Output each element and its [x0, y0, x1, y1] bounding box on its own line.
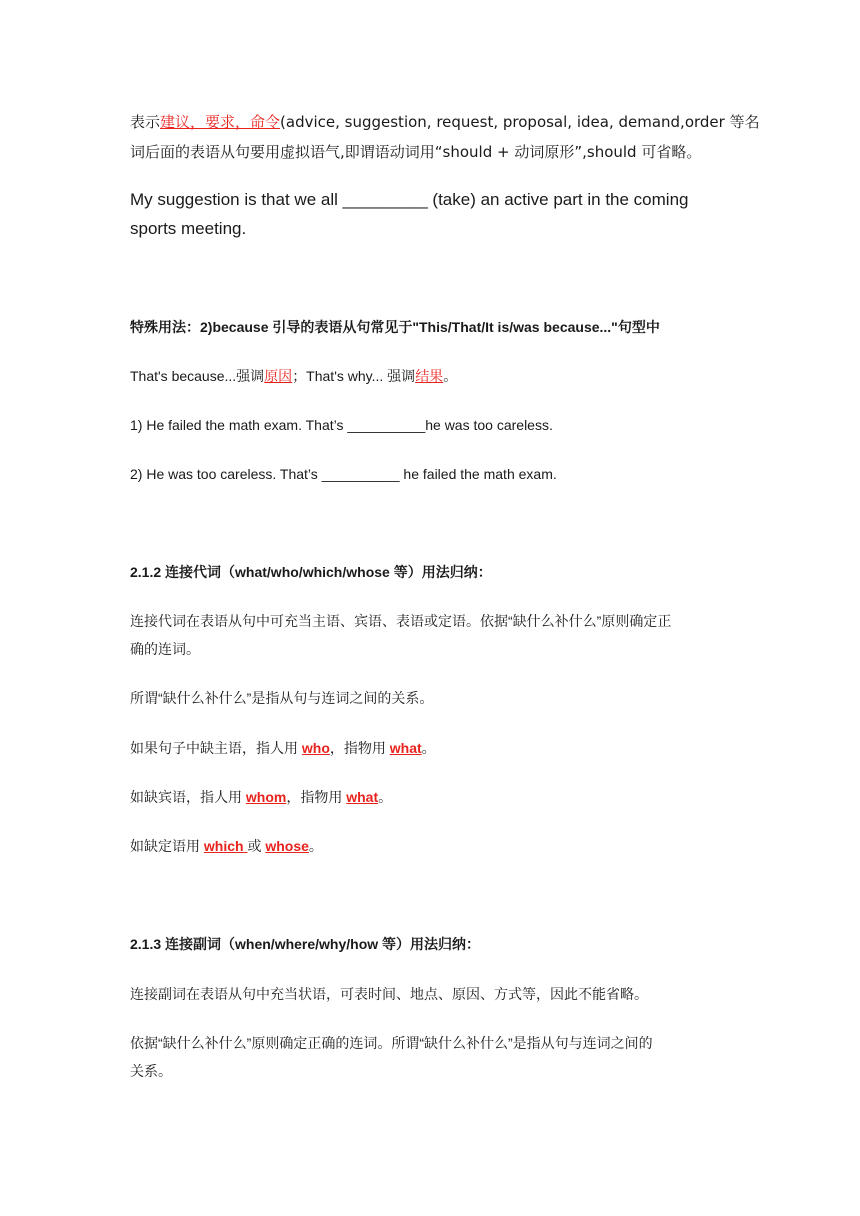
section-212-para-2: 所谓“缺什么补什么”是指从句与连词之间的关系。: [130, 690, 434, 706]
keyword: what: [346, 789, 379, 805]
intro-line-2: 词后面的表语从句要用虚拟语气,即谓语动词用“should + 动词原形”,should 可省略。: [130, 143, 702, 161]
section-212-para-1-line-2: 确的连词。: [130, 641, 200, 657]
para-text: 或: [247, 838, 266, 854]
section-212-para-3: [130, 736, 732, 760]
highlight-text: 结果: [415, 368, 444, 384]
section-212-para-1-line-1: 连接代词在表语从句中可充当主语、宾语、表语或定语。依据“缺什么补什么”原则确定正: [130, 613, 672, 629]
section-212-para-5: [130, 834, 732, 858]
keyword: what: [389, 740, 422, 756]
intro-text: (advice, suggestion, request, proposal, idea, demand,order 等名: [280, 113, 760, 131]
section-212-para-4: [130, 785, 732, 809]
note-text: That's because...强调: [130, 368, 265, 384]
special-usage-heading: 特殊用法：2)because 引导的表语从句常见于"This/That/It is/was because..."句型中: [130, 319, 660, 335]
para-text: 。: [421, 740, 436, 756]
because-note: [130, 364, 732, 388]
intro-line-1: [130, 107, 760, 137]
example-line-1: My suggestion is that we all _________ (take) an active part in the coming: [130, 190, 689, 209]
para-text: 如缺定语用: [130, 838, 204, 854]
section-213-heading: 2.1.3 连接副词（when/where/why/how 等）用法归纳：: [130, 936, 481, 952]
section-212-heading: 2.1.2 连接代词（what/who/which/whose 等）用法归纳：: [130, 564, 492, 580]
para-text: ，指物用: [286, 789, 347, 805]
question-2: 2) He was too careless. That’s __________ he failed the math exam.: [130, 466, 557, 482]
para-text: ，指物用: [329, 740, 390, 756]
note-text: 。: [443, 368, 458, 384]
example-line-2: sports meeting.: [130, 219, 247, 238]
question-1: 1) He failed the math exam. That’s __________he was too careless.: [130, 417, 553, 433]
section-213-para-2-line-1: 依据“缺什么补什么”原则确定正确的连词。所谓“缺什么补什么”是指从句与连词之间的: [130, 1035, 653, 1051]
keyword: who: [301, 740, 330, 756]
para-text: 如果句子中缺主语，指人用: [130, 740, 302, 756]
para-text: 。: [308, 838, 323, 854]
para-text: 如缺宾语，指人用: [130, 789, 246, 805]
keyword: which: [203, 838, 248, 854]
keyword: whose: [265, 838, 309, 854]
section-213-para-1: 连接副词在表语从句中充当状语，可表时间、地点、原因、方式等，因此不能省略。: [130, 986, 648, 1002]
highlight-text: 原因: [264, 368, 293, 384]
note-text: ；That's why... 强调: [292, 368, 416, 384]
keyword: whom: [245, 789, 287, 805]
intro-text: 表示: [130, 113, 161, 131]
highlight-text: 建议，要求，命令: [160, 113, 281, 131]
section-213-para-2-line-2: 关系。: [130, 1063, 172, 1079]
para-text: 。: [378, 789, 393, 805]
